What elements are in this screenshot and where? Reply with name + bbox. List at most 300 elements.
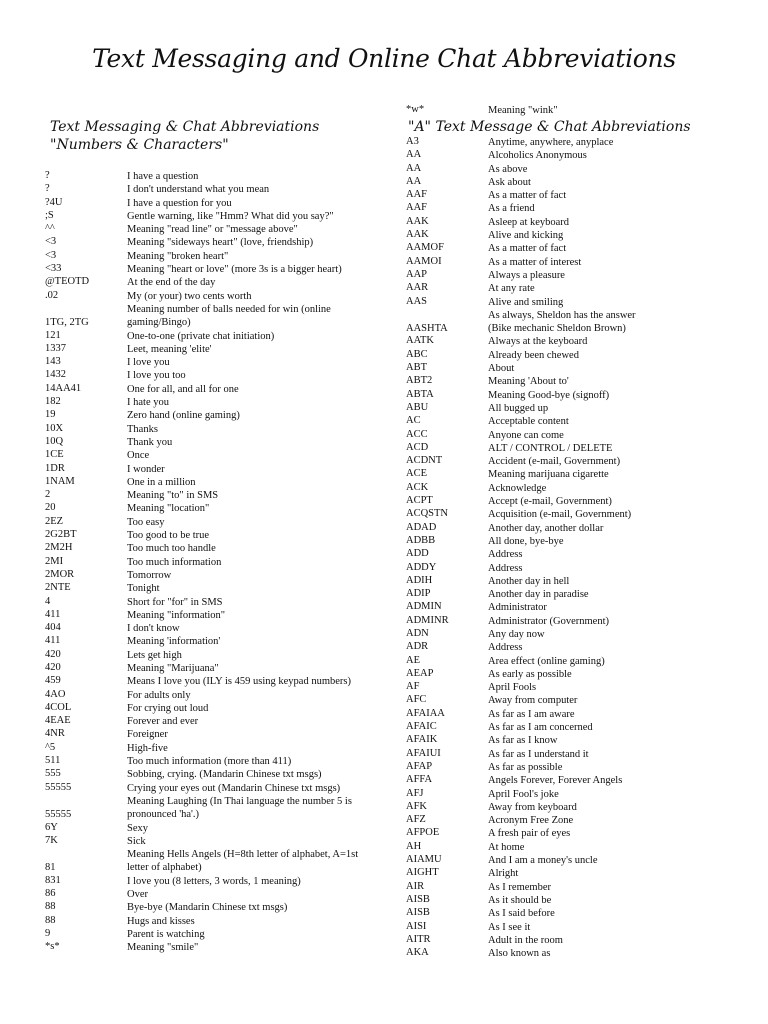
abbreviation-meaning: Also known as [488,948,551,960]
abbreviation-meaning: Meaning marijuana cigarette [488,469,609,481]
abbreviation-row [406,774,656,787]
abbreviation-meaning: Another day in hell [488,575,570,587]
abbreviation-meaning: Always at the keyboard [488,336,588,348]
abbreviation-row [45,569,375,582]
a-abbreviations-list [406,136,656,960]
abbreviation-meaning: Gentle warning, like "Hmm? What did you say?" [127,210,334,222]
abbreviation-row [45,223,375,236]
abbreviation-meaning: Ask about [488,176,531,188]
abbreviation: ACDNT [406,455,443,467]
abbreviation-row [406,814,656,827]
abbreviation-row [45,303,375,330]
abbreviation: 1432 [45,369,66,381]
abbreviation: 88 [45,901,56,913]
abbreviation-meaning: Acknowledge [488,482,547,494]
abbreviation-meaning: As far as I am aware [488,708,575,720]
abbreviation-meaning: I love you (8 letters, 3 words, 1 meaning) [127,875,301,887]
abbreviation-meaning: My (or your) two cents worth [127,290,252,302]
abbreviation: 6Y [45,821,58,833]
abbreviation: ADR [406,641,429,653]
abbreviation-meaning: As a matter of interest [488,256,582,268]
abbreviation: ADMINR [406,614,449,626]
abbreviation-row [45,423,375,436]
abbreviation-row [406,362,656,375]
abbreviation: AAK [406,215,429,227]
abbreviation: 7K [45,834,58,846]
abbreviation-meaning: For adults only [127,689,191,701]
abbreviation: ^5 [45,741,56,753]
abbreviation: ADBB [406,534,436,546]
abbreviation: AAK [406,229,429,241]
abbreviation-meaning: Adult in the room [488,934,563,946]
abbreviation-meaning: Thank you [127,436,173,448]
abbreviation-meaning: Meaning "broken heart" [127,250,229,262]
abbreviation: 1337 [45,342,66,354]
left-heading-line-2: "Numbers & Characters" [50,137,229,153]
abbreviation-meaning: Already been chewed [488,349,579,361]
abbreviation-meaning: Accident (e-mail, Government) [488,456,621,468]
abbreviation: AFC [406,694,427,706]
abbreviation-meaning: Leet, meaning 'elite' [127,343,212,355]
abbreviation: AFZ [406,814,426,826]
abbreviation-meaning: As far as I am concerned [488,722,593,734]
abbreviation-meaning: Short for "for" in SMS [127,596,223,608]
abbreviation-meaning: All done, bye-bye [488,535,564,547]
abbreviation-meaning: Meaning Hells Angels (H=8th letter of alphabet, A=1st letter of alphabet) [127,849,359,874]
abbreviation-row [45,356,375,369]
abbreviation: ACD [406,441,429,453]
abbreviation-meaning: All bugged up [488,402,549,414]
abbreviation-row [406,601,656,614]
abbreviation-row [406,136,656,149]
abbreviation-row [45,276,375,289]
abbreviation: 1TG, 2TG [45,316,89,328]
abbreviation: 121 [45,329,61,341]
abbreviation-row [406,734,656,747]
abbreviation: 55555 [45,808,72,820]
abbreviation: AAMOI [406,255,442,267]
abbreviation-meaning: Too much too handle [127,543,216,555]
abbreviation-row [406,867,656,880]
abbreviation-meaning: I don't understand what you mean [127,184,270,196]
abbreviation: ACK [406,481,429,493]
abbreviation-row [45,915,375,928]
abbreviation-meaning: As a friend [488,203,535,215]
abbreviation-meaning: And I am a money's uncle [488,855,598,867]
abbreviation-meaning: Meaning number of balls needed for win (online gaming/Bingo) [127,303,331,329]
abbreviation: AATK [406,335,434,347]
abbreviation-meaning: Acronym Free Zone [488,815,574,827]
abbreviation: AFJ [406,787,424,799]
abbreviation-row [45,635,375,648]
abbreviation-meaning: Address [488,562,523,574]
abbreviation: <3 [45,236,57,248]
abbreviation-row [406,694,656,707]
abbreviation-meaning: High-five [127,742,168,754]
abbreviation-meaning: Sick [127,835,146,847]
abbreviation-meaning: Sexy [127,822,148,834]
abbreviation-row [45,236,375,249]
abbreviation-meaning: Parent is watching [127,928,205,940]
abbreviation-row [406,628,656,641]
abbreviation-meaning: Too much information [127,556,222,568]
abbreviation-meaning: As I remember [488,881,551,893]
abbreviation-row [406,562,656,575]
abbreviation: 420 [45,648,61,660]
abbreviation-meaning: Always a pleasure [488,269,565,281]
left-section-heading [50,118,319,154]
abbreviation-row [406,721,656,734]
abbreviation-meaning: As above [488,163,528,175]
abbreviation-meaning: Area effect (online gaming) [488,655,605,667]
abbreviation-meaning: Meaning "information" [127,609,226,621]
abbreviation-meaning: Another day, another dollar [488,522,604,534]
abbreviation-row [45,516,375,529]
abbreviation-row [45,556,375,569]
abbreviation-meaning: Angels Forever, Forever Angels [488,775,623,787]
abbreviation-row [45,609,375,622]
abbreviation-row [406,415,656,428]
abbreviation-row [406,375,656,388]
abbreviation-row [45,343,375,356]
abbreviation: 10X [45,422,64,434]
abbreviation: AIGHT [406,867,439,879]
abbreviation-meaning: Meaning "location" [127,503,210,515]
abbreviation: @TEOTD [45,276,90,288]
abbreviation-row [406,894,656,907]
abbreviation-meaning: I have a question for you [127,197,232,209]
abbreviation-meaning: Away from computer [488,695,578,707]
abbreviation: ABU [406,401,429,413]
abbreviation: 88 [45,914,56,926]
abbreviation-row [406,455,656,468]
abbreviation-row [406,495,656,508]
abbreviation: AAMOF [406,242,444,254]
abbreviation-row [45,449,375,462]
abbreviation-row [406,189,656,202]
abbreviation-row [45,369,375,382]
abbreviation: 2MI [45,555,64,567]
abbreviation-row [406,242,656,255]
abbreviation: ;S [45,209,54,221]
abbreviation-meaning: As I said before [488,908,555,920]
abbreviation-meaning: Once [127,450,150,462]
abbreviation: AA [406,162,422,174]
abbreviation-row [45,782,375,795]
abbreviation-meaning: April Fools [488,682,537,694]
abbreviation-meaning: Meaning Laughing (In Thai language the number 5 is pronounced 'ha'.) [127,795,352,821]
abbreviation-meaning: Too easy [127,516,165,528]
abbreviation-row [45,436,375,449]
abbreviation-row [45,848,375,875]
abbreviation-meaning: Zero hand (online gaming) [127,410,240,422]
abbreviation-meaning: I have a question [127,171,199,182]
abbreviation-row [45,662,375,675]
abbreviation-meaning: As it should be [488,894,552,906]
abbreviation-meaning: Away from keyboard [488,801,577,813]
abbreviation-meaning: Address [488,642,523,654]
abbreviation: ABTA [406,388,434,400]
abbreviation: AH [406,840,422,852]
abbreviation-row [45,489,375,502]
abbreviation-row [406,921,656,934]
abbreviation-meaning: About [488,363,515,375]
abbreviation: AFAP [406,760,433,772]
abbreviation-row [45,290,375,303]
abbreviation: AITR [406,933,431,945]
abbreviation: AEAP [406,667,434,679]
abbreviation-meaning: As always, Sheldon has the answer (Bike mechanic Sheldon Brown) [488,309,636,335]
abbreviation: 555 [45,768,61,780]
abbreviation-meaning: At the end of the day [127,277,216,289]
abbreviation: *s* [45,941,60,953]
abbreviation: ACE [406,468,427,480]
abbreviation-row [406,641,656,654]
abbreviation-row [406,296,656,309]
abbreviation: 1NAM [45,475,75,487]
abbreviation-row [406,827,656,840]
abbreviation: A3 [406,136,419,147]
abbreviation-meaning: Over [127,889,148,901]
abbreviation: 143 [45,356,61,368]
abbreviation-meaning: Meaning "wink" [488,105,558,116]
abbreviation-row [45,476,375,489]
abbreviation-row [406,202,656,215]
abbreviation-row [45,755,375,768]
abbreviation: <33 [45,263,62,275]
abbreviation: 2NTE [45,582,71,594]
abbreviation: ^^ [45,223,55,235]
abbreviation: ADAD [406,521,437,533]
abbreviation: 4 [45,595,51,607]
abbreviation: AE [406,654,420,666]
abbreviation: 4NR [45,728,65,740]
abbreviation: .02 [45,289,59,301]
abbreviation-meaning: I hate you [127,397,169,409]
abbreviation-row [45,768,375,781]
abbreviation-meaning: Meaning "to" in SMS [127,490,219,502]
abbreviation-meaning: As far as I understand it [488,748,589,760]
abbreviation-meaning: One in a million [127,476,196,488]
abbreviation: ABT [406,362,427,374]
abbreviation-row [45,928,375,941]
abbreviation-meaning: Foreigner [127,729,168,741]
abbreviation: 2M2H [45,542,73,554]
abbreviation-row [406,149,656,162]
right-section-heading [408,118,691,136]
abbreviation: ADDY [406,561,437,573]
abbreviation-row [45,689,375,702]
abbreviation: AFFA [406,774,433,786]
abbreviation-row [406,402,656,415]
abbreviation: 81 [45,861,56,873]
abbreviation: ACPT [406,495,433,507]
abbreviation: AF [406,681,420,693]
abbreviation-row [406,761,656,774]
abbreviation-row [406,104,656,117]
abbreviation: 404 [45,622,61,634]
abbreviation: 4EAE [45,715,71,727]
abbreviation-meaning: Meaning "Marijuana" [127,662,219,674]
abbreviation: 19 [45,409,56,421]
abbreviation-meaning: As early as possible [488,668,572,680]
abbreviation-meaning: A fresh pair of eyes [488,828,571,840]
abbreviation-row [406,335,656,348]
abbreviation-row [406,575,656,588]
abbreviation: 1DR [45,462,65,474]
abbreviation-row [406,176,656,189]
abbreviation-row [406,349,656,362]
abbreviation-meaning: Asleep at keyboard [488,216,570,228]
abbreviation: AFK [406,800,428,812]
abbreviation-meaning: Meaning 'About to' [488,376,569,388]
abbreviation-row [406,429,656,442]
abbreviation-row [45,210,375,223]
abbreviation-meaning: Meaning Good-bye (signoff) [488,389,610,401]
abbreviation-row [45,795,375,822]
abbreviation-row [45,728,375,741]
abbreviation: 511 [45,755,61,767]
abbreviation: AAF [406,189,428,201]
abbreviation: 459 [45,675,61,687]
abbreviation-meaning: As I see it [488,921,531,933]
abbreviation: AAR [406,282,429,294]
abbreviation-row [45,835,375,848]
abbreviation-meaning: At any rate [488,283,535,295]
abbreviation-row [45,901,375,914]
abbreviation-row [45,263,375,276]
abbreviation-row [406,681,656,694]
abbreviation-meaning: Tomorrow [127,569,172,581]
abbreviation: ABT2 [406,375,433,387]
abbreviation-row [406,801,656,814]
abbreviation-row [45,330,375,343]
abbreviation: 20 [45,502,56,514]
abbreviation: AIR [406,880,425,892]
abbreviation: *w* [406,104,425,115]
abbreviation-row [45,197,375,210]
abbreviation-row [45,715,375,728]
abbreviation: ADD [406,548,429,560]
abbreviation-row [45,582,375,595]
abbreviation-row [45,250,375,263]
wink-entry [406,104,656,117]
abbreviation-row [406,841,656,854]
abbreviation-row [406,748,656,761]
abbreviation-row [406,522,656,535]
abbreviation-row [45,941,375,954]
abbreviation-meaning: Too good to be true [127,530,210,542]
abbreviation: ? [45,183,50,195]
abbreviation: ADN [406,627,429,639]
abbreviation-meaning: Too much information (more than 411) [127,756,292,768]
abbreviation-row [45,409,375,422]
abbreviation: AFPOE [406,827,440,839]
abbreviation-row [45,463,375,476]
abbreviation-row [406,668,656,681]
abbreviation: 2EZ [45,515,64,527]
abbreviation: AASHTA [406,322,448,334]
abbreviation: 4COL [45,701,72,713]
abbreviation: ADIP [406,588,431,600]
abbreviation: ACC [406,428,428,440]
abbreviation-row [406,468,656,481]
abbreviation: 411 [45,635,61,647]
abbreviation-meaning: I wonder [127,463,165,475]
abbreviation-row [45,742,375,755]
abbreviation-row [406,548,656,561]
abbreviation: 86 [45,888,56,900]
abbreviation-meaning: I don't know [127,623,180,635]
abbreviation-meaning: One for all, and all for one [127,383,239,395]
abbreviation-meaning: Administrator (Government) [488,615,610,627]
abbreviation-meaning: Meaning "smile" [127,942,199,954]
abbreviation-meaning: Thanks [127,423,158,435]
abbreviation: AAS [406,295,428,307]
abbreviation-meaning: As a matter of fact [488,243,567,255]
abbreviation-row [45,622,375,635]
abbreviation-meaning: As a matter of fact [488,190,567,202]
abbreviation-row [406,708,656,721]
abbreviation-row [406,309,656,336]
abbreviation-row [45,888,375,901]
abbreviation-row [406,947,656,960]
abbreviation-meaning: As far as possible [488,761,563,773]
right-heading-line: "A" Text Message & Chat Abbreviations [408,119,691,135]
abbreviation: AISB [406,893,430,905]
abbreviation-meaning: April Fool's joke [488,788,559,800]
abbreviation-row [45,396,375,409]
abbreviation: ACQSTN [406,508,449,520]
abbreviation-meaning: I love you too [127,370,186,382]
abbreviation-row [45,383,375,396]
abbreviation: AC [406,415,421,427]
abbreviation: AISB [406,907,430,919]
abbreviation-meaning: Alright [488,868,519,880]
abbreviation-meaning: Anytime, anywhere, anyplace [488,137,614,148]
abbreviation-meaning: For crying out loud [127,702,209,714]
abbreviation-meaning: Meaning "heart or love" (more 3s is a bigger heart) [127,264,342,276]
abbreviation: 14AA41 [45,382,82,394]
abbreviation-row [406,216,656,229]
abbreviation-meaning: As far as I know [488,735,558,747]
abbreviation: 2G2BT [45,529,77,541]
abbreviation-row [45,542,375,555]
abbreviation: 10Q [45,435,64,447]
abbreviation-meaning: Meaning "sideways heart" (love, friendship) [127,237,314,249]
abbreviation: 1CE [45,449,64,461]
abbreviation-row [406,934,656,947]
left-heading-line-1: Text Messaging & Chat Abbreviations [50,119,320,135]
abbreviation-row [406,269,656,282]
abbreviation: 411 [45,608,61,620]
abbreviation: <3 [45,249,57,261]
abbreviation-row [45,170,375,183]
abbreviation-meaning: Hugs and kisses [127,915,195,927]
abbreviation-row [406,389,656,402]
abbreviation-meaning: At home [488,841,525,853]
abbreviation: 831 [45,874,61,886]
abbreviation-meaning: One-to-one (private chat initiation) [127,330,275,342]
abbreviation-row [406,588,656,601]
abbreviation: 4AO [45,688,66,700]
abbreviation-meaning: Address [488,549,523,561]
abbreviation-meaning: Anyone can come [488,429,564,441]
abbreviation-meaning: Acquisition (e-mail, Government) [488,509,632,521]
abbreviation-row [45,596,375,609]
abbreviation-row [406,881,656,894]
abbreviation-row [45,702,375,715]
